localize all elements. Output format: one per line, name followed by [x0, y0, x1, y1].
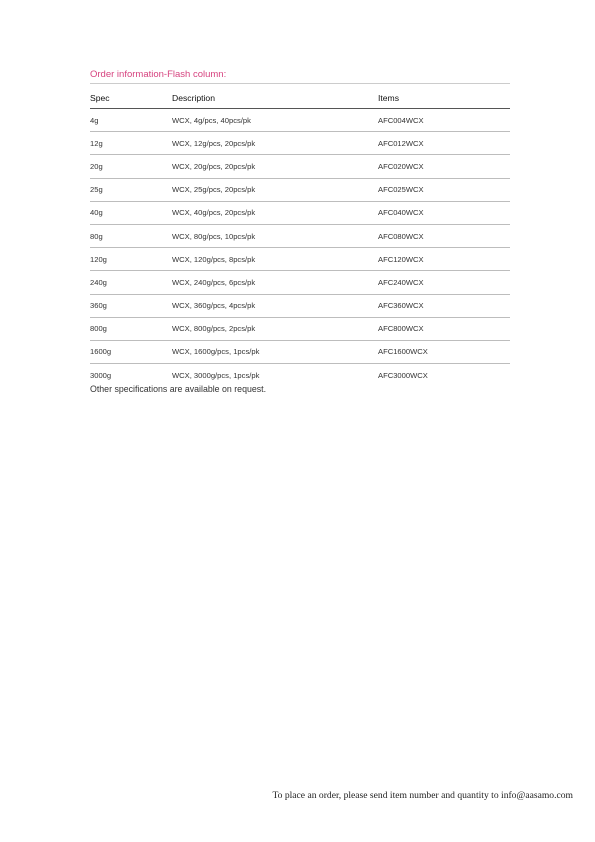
cell-item: AFC240WCX	[378, 271, 510, 294]
table-row	[90, 201, 510, 224]
cell-spec: 80g	[90, 224, 172, 247]
cell-item: AFC020WCX	[378, 155, 510, 178]
order-instructions-footer: To place an order, please send item number and quantity to info@aasamo.com	[272, 790, 573, 801]
cell-spec: 800g	[90, 317, 172, 340]
table-row	[90, 248, 510, 271]
cell-description: WCX, 80g/pcs, 10pcs/pk	[172, 224, 378, 247]
section-title: Order information-Flash column:	[90, 69, 227, 80]
table-row	[90, 294, 510, 317]
cell-description: WCX, 240g/pcs, 6pcs/pk	[172, 271, 378, 294]
cell-item: AFC012WCX	[378, 132, 510, 155]
order-table	[90, 87, 510, 386]
cell-item: AFC040WCX	[378, 201, 510, 224]
table-row	[90, 155, 510, 178]
cell-item: AFC1600WCX	[378, 340, 510, 363]
table-row	[90, 364, 510, 387]
title-divider	[90, 83, 510, 84]
table-row	[90, 178, 510, 201]
cell-spec: 12g	[90, 132, 172, 155]
cell-spec: 20g	[90, 155, 172, 178]
table-row	[90, 340, 510, 363]
table-row	[90, 317, 510, 340]
table-row	[90, 224, 510, 247]
cell-description: WCX, 1600g/pcs, 1pcs/pk	[172, 340, 378, 363]
cell-item: AFC004WCX	[378, 109, 510, 132]
cell-description: WCX, 12g/pcs, 20pcs/pk	[172, 132, 378, 155]
header-spec: Spec	[90, 87, 172, 109]
table-row	[90, 109, 510, 132]
cell-spec: 120g	[90, 248, 172, 271]
cell-description: WCX, 360g/pcs, 4pcs/pk	[172, 294, 378, 317]
cell-item: AFC800WCX	[378, 317, 510, 340]
table-header-row	[90, 87, 510, 109]
cell-item: AFC120WCX	[378, 248, 510, 271]
table-row	[90, 271, 510, 294]
cell-item: AFC360WCX	[378, 294, 510, 317]
cell-description: WCX, 20g/pcs, 20pcs/pk	[172, 155, 378, 178]
cell-description: WCX, 3000g/pcs, 1pcs/pk	[172, 370, 260, 380]
cell-description: WCX, 25g/pcs, 20pcs/pk	[172, 178, 378, 201]
cell-description: WCX, 800g/pcs, 2pcs/pk	[172, 317, 378, 340]
cell-spec: 25g	[90, 178, 172, 201]
cell-description: WCX, 4g/pcs, 40pcs/pk	[172, 109, 378, 132]
cell-item: AFC3000WCX	[378, 370, 428, 380]
cell-spec: 1600g	[90, 340, 172, 363]
cell-item: AFC025WCX	[378, 178, 510, 201]
header-items: Items	[378, 87, 510, 109]
cell-description: WCX, 40g/pcs, 20pcs/pk	[172, 201, 378, 224]
table-row	[90, 132, 510, 155]
cell-spec: 240g	[90, 271, 172, 294]
cell-spec: 40g	[90, 201, 172, 224]
cell-spec: 3000g	[90, 370, 112, 380]
availability-note: Other specifications are available on request.	[90, 384, 267, 394]
cell-item: AFC080WCX	[378, 224, 510, 247]
cell-description: WCX, 120g/pcs, 8pcs/pk	[172, 248, 378, 271]
cell-spec: 4g	[90, 109, 172, 132]
header-description: Description	[172, 87, 378, 109]
cell-spec: 360g	[90, 294, 172, 317]
